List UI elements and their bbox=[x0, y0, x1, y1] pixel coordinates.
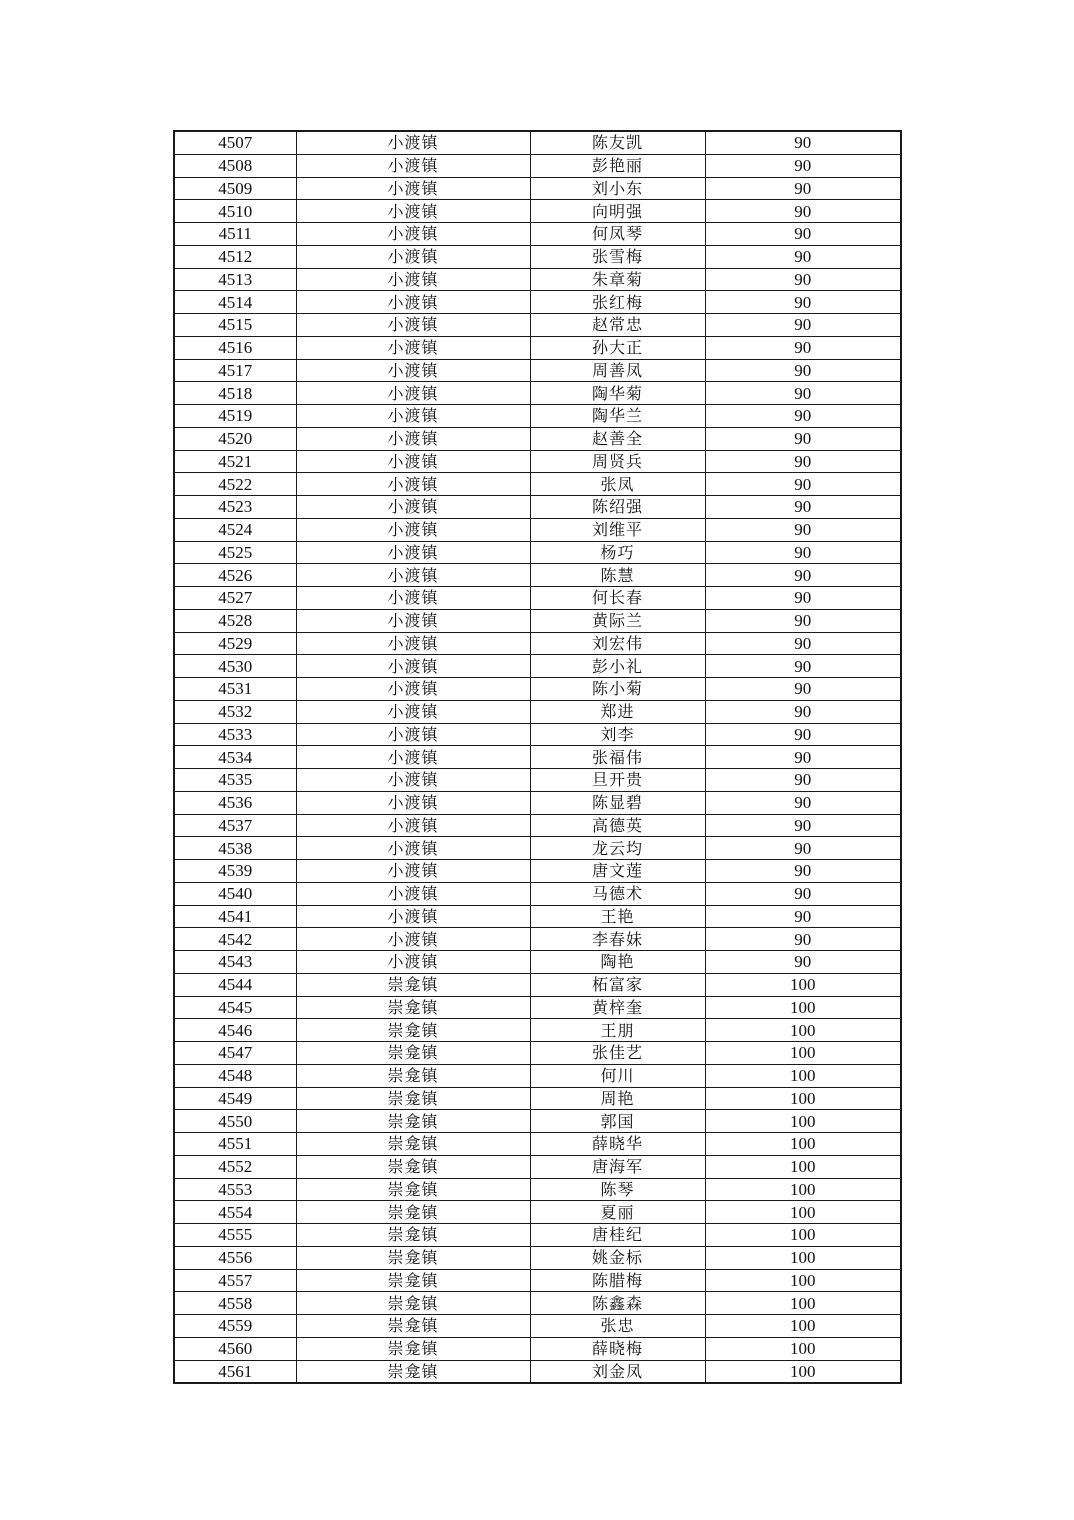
table-row bbox=[174, 1178, 901, 1201]
row-number-cell: 4537 bbox=[174, 814, 296, 837]
amount-cell: 100 bbox=[705, 1133, 901, 1156]
town-cell: 小渡镇 bbox=[296, 951, 530, 974]
person-name-cell: 陈慧 bbox=[530, 564, 705, 587]
person-name-cell: 张凤 bbox=[530, 473, 705, 496]
person-name-cell: 周善凤 bbox=[530, 359, 705, 382]
amount-cell: 90 bbox=[705, 450, 901, 473]
table-row bbox=[174, 268, 901, 291]
person-name-cell: 张忠 bbox=[530, 1315, 705, 1338]
person-name-cell: 旦开贵 bbox=[530, 769, 705, 792]
table-row bbox=[174, 973, 901, 996]
amount-cell: 100 bbox=[705, 1042, 901, 1065]
row-number-cell: 4541 bbox=[174, 905, 296, 928]
table-row bbox=[174, 291, 901, 314]
town-cell: 小渡镇 bbox=[296, 200, 530, 223]
amount-cell: 90 bbox=[705, 587, 901, 610]
table-row bbox=[174, 564, 901, 587]
town-cell: 小渡镇 bbox=[296, 405, 530, 428]
town-cell: 崇龛镇 bbox=[296, 1087, 530, 1110]
town-cell: 崇龛镇 bbox=[296, 1292, 530, 1315]
person-name-cell: 唐桂纪 bbox=[530, 1224, 705, 1247]
row-number-cell: 4517 bbox=[174, 359, 296, 382]
row-number-cell: 4533 bbox=[174, 723, 296, 746]
town-cell: 小渡镇 bbox=[296, 518, 530, 541]
town-cell: 小渡镇 bbox=[296, 905, 530, 928]
town-cell: 小渡镇 bbox=[296, 336, 530, 359]
row-number-cell: 4512 bbox=[174, 245, 296, 268]
row-number-cell: 4555 bbox=[174, 1224, 296, 1247]
amount-cell: 100 bbox=[705, 1269, 901, 1292]
amount-cell: 90 bbox=[705, 746, 901, 769]
town-cell: 小渡镇 bbox=[296, 587, 530, 610]
row-number-cell: 4524 bbox=[174, 518, 296, 541]
town-cell: 崇龛镇 bbox=[296, 1133, 530, 1156]
town-cell: 崇龛镇 bbox=[296, 1042, 530, 1065]
row-number-cell: 4543 bbox=[174, 951, 296, 974]
amount-cell: 100 bbox=[705, 1201, 901, 1224]
amount-cell: 100 bbox=[705, 973, 901, 996]
person-name-cell: 何凤琴 bbox=[530, 223, 705, 246]
town-cell: 崇龛镇 bbox=[296, 1337, 530, 1360]
table-row bbox=[174, 723, 901, 746]
row-number-cell: 4536 bbox=[174, 791, 296, 814]
amount-cell: 90 bbox=[705, 473, 901, 496]
table-row bbox=[174, 951, 901, 974]
town-cell: 小渡镇 bbox=[296, 291, 530, 314]
table-row bbox=[174, 928, 901, 951]
person-name-cell: 陈琴 bbox=[530, 1178, 705, 1201]
row-number-cell: 4529 bbox=[174, 632, 296, 655]
person-name-cell: 黄梓奎 bbox=[530, 996, 705, 1019]
amount-cell: 90 bbox=[705, 769, 901, 792]
table-row bbox=[174, 1246, 901, 1269]
amount-cell: 100 bbox=[705, 1178, 901, 1201]
person-name-cell: 刘李 bbox=[530, 723, 705, 746]
town-cell: 小渡镇 bbox=[296, 791, 530, 814]
town-cell: 崇龛镇 bbox=[296, 1246, 530, 1269]
person-name-cell: 彭艳丽 bbox=[530, 154, 705, 177]
person-name-cell: 刘金凤 bbox=[530, 1360, 705, 1383]
town-cell: 小渡镇 bbox=[296, 723, 530, 746]
row-number-cell: 4546 bbox=[174, 1019, 296, 1042]
person-name-cell: 黄际兰 bbox=[530, 609, 705, 632]
table-body bbox=[174, 131, 901, 1383]
amount-cell: 90 bbox=[705, 382, 901, 405]
person-name-cell: 陈鑫森 bbox=[530, 1292, 705, 1315]
row-number-cell: 4510 bbox=[174, 200, 296, 223]
town-cell: 小渡镇 bbox=[296, 814, 530, 837]
table-row bbox=[174, 905, 901, 928]
table-row bbox=[174, 518, 901, 541]
row-number-cell: 4538 bbox=[174, 837, 296, 860]
table-row bbox=[174, 1224, 901, 1247]
amount-cell: 90 bbox=[705, 632, 901, 655]
person-name-cell: 赵常忠 bbox=[530, 314, 705, 337]
amount-cell: 100 bbox=[705, 1315, 901, 1338]
town-cell: 崇龛镇 bbox=[296, 1224, 530, 1247]
person-name-cell: 王艳 bbox=[530, 905, 705, 928]
row-number-cell: 4552 bbox=[174, 1155, 296, 1178]
table-row bbox=[174, 1042, 901, 1065]
table-row bbox=[174, 1110, 901, 1133]
amount-cell: 100 bbox=[705, 1224, 901, 1247]
town-cell: 小渡镇 bbox=[296, 450, 530, 473]
row-number-cell: 4519 bbox=[174, 405, 296, 428]
town-cell: 小渡镇 bbox=[296, 632, 530, 655]
town-cell: 小渡镇 bbox=[296, 427, 530, 450]
table-row bbox=[174, 860, 901, 883]
town-cell: 崇龛镇 bbox=[296, 1155, 530, 1178]
row-number-cell: 4513 bbox=[174, 268, 296, 291]
table-row bbox=[174, 769, 901, 792]
town-cell: 小渡镇 bbox=[296, 882, 530, 905]
person-name-cell: 周艳 bbox=[530, 1087, 705, 1110]
table-row bbox=[174, 1064, 901, 1087]
row-number-cell: 4561 bbox=[174, 1360, 296, 1383]
row-number-cell: 4539 bbox=[174, 860, 296, 883]
table-row bbox=[174, 450, 901, 473]
amount-cell: 90 bbox=[705, 951, 901, 974]
person-name-cell: 柘富家 bbox=[530, 973, 705, 996]
town-cell: 崇龛镇 bbox=[296, 1110, 530, 1133]
amount-cell: 90 bbox=[705, 131, 901, 154]
amount-cell: 100 bbox=[705, 1246, 901, 1269]
table-row bbox=[174, 791, 901, 814]
row-number-cell: 4547 bbox=[174, 1042, 296, 1065]
town-cell: 小渡镇 bbox=[296, 655, 530, 678]
town-cell: 小渡镇 bbox=[296, 700, 530, 723]
person-name-cell: 向明强 bbox=[530, 200, 705, 223]
person-name-cell: 刘小东 bbox=[530, 177, 705, 200]
town-cell: 小渡镇 bbox=[296, 541, 530, 564]
amount-cell: 90 bbox=[705, 814, 901, 837]
table-row bbox=[174, 609, 901, 632]
row-number-cell: 4528 bbox=[174, 609, 296, 632]
town-cell: 小渡镇 bbox=[296, 223, 530, 246]
table-row bbox=[174, 1315, 901, 1338]
row-number-cell: 4551 bbox=[174, 1133, 296, 1156]
amount-cell: 90 bbox=[705, 609, 901, 632]
amount-cell: 90 bbox=[705, 700, 901, 723]
table-row bbox=[174, 541, 901, 564]
amount-cell: 90 bbox=[705, 314, 901, 337]
data-table bbox=[173, 130, 902, 1384]
town-cell: 小渡镇 bbox=[296, 609, 530, 632]
town-cell: 小渡镇 bbox=[296, 177, 530, 200]
person-name-cell: 何长春 bbox=[530, 587, 705, 610]
person-name-cell: 薛晓梅 bbox=[530, 1337, 705, 1360]
row-number-cell: 4515 bbox=[174, 314, 296, 337]
amount-cell: 90 bbox=[705, 200, 901, 223]
row-number-cell: 4522 bbox=[174, 473, 296, 496]
row-number-cell: 4520 bbox=[174, 427, 296, 450]
person-name-cell: 朱章菊 bbox=[530, 268, 705, 291]
table-row bbox=[174, 314, 901, 337]
table-row bbox=[174, 245, 901, 268]
table-row bbox=[174, 655, 901, 678]
row-number-cell: 4523 bbox=[174, 496, 296, 519]
row-number-cell: 4507 bbox=[174, 131, 296, 154]
row-number-cell: 4516 bbox=[174, 336, 296, 359]
table-row bbox=[174, 700, 901, 723]
town-cell: 小渡镇 bbox=[296, 928, 530, 951]
person-name-cell: 张红梅 bbox=[530, 291, 705, 314]
table-row bbox=[174, 837, 901, 860]
town-cell: 小渡镇 bbox=[296, 131, 530, 154]
amount-cell: 90 bbox=[705, 564, 901, 587]
amount-cell: 100 bbox=[705, 1360, 901, 1383]
table-row bbox=[174, 496, 901, 519]
town-cell: 小渡镇 bbox=[296, 359, 530, 382]
town-cell: 小渡镇 bbox=[296, 473, 530, 496]
person-name-cell: 唐文莲 bbox=[530, 860, 705, 883]
town-cell: 小渡镇 bbox=[296, 314, 530, 337]
person-name-cell: 李春妹 bbox=[530, 928, 705, 951]
row-number-cell: 4558 bbox=[174, 1292, 296, 1315]
table-row bbox=[174, 1201, 901, 1224]
amount-cell: 100 bbox=[705, 1337, 901, 1360]
row-number-cell: 4508 bbox=[174, 154, 296, 177]
table-row bbox=[174, 1133, 901, 1156]
table-row bbox=[174, 336, 901, 359]
person-name-cell: 郑进 bbox=[530, 700, 705, 723]
town-cell: 小渡镇 bbox=[296, 678, 530, 701]
amount-cell: 90 bbox=[705, 427, 901, 450]
town-cell: 崇龛镇 bbox=[296, 1269, 530, 1292]
table-row bbox=[174, 1269, 901, 1292]
town-cell: 小渡镇 bbox=[296, 746, 530, 769]
town-cell: 小渡镇 bbox=[296, 382, 530, 405]
amount-cell: 100 bbox=[705, 1019, 901, 1042]
row-number-cell: 4544 bbox=[174, 973, 296, 996]
amount-cell: 90 bbox=[705, 177, 901, 200]
row-number-cell: 4556 bbox=[174, 1246, 296, 1269]
row-number-cell: 4549 bbox=[174, 1087, 296, 1110]
table-row bbox=[174, 177, 901, 200]
row-number-cell: 4542 bbox=[174, 928, 296, 951]
row-number-cell: 4518 bbox=[174, 382, 296, 405]
person-name-cell: 龙云均 bbox=[530, 837, 705, 860]
person-name-cell: 孙大正 bbox=[530, 336, 705, 359]
row-number-cell: 4557 bbox=[174, 1269, 296, 1292]
amount-cell: 90 bbox=[705, 541, 901, 564]
person-name-cell: 张佳艺 bbox=[530, 1042, 705, 1065]
table-row bbox=[174, 382, 901, 405]
town-cell: 崇龛镇 bbox=[296, 1019, 530, 1042]
amount-cell: 90 bbox=[705, 860, 901, 883]
row-number-cell: 4550 bbox=[174, 1110, 296, 1133]
table-row bbox=[174, 427, 901, 450]
amount-cell: 90 bbox=[705, 905, 901, 928]
table-row bbox=[174, 587, 901, 610]
town-cell: 崇龛镇 bbox=[296, 973, 530, 996]
person-name-cell: 王朋 bbox=[530, 1019, 705, 1042]
row-number-cell: 4553 bbox=[174, 1178, 296, 1201]
person-name-cell: 彭小礼 bbox=[530, 655, 705, 678]
person-name-cell: 何川 bbox=[530, 1064, 705, 1087]
row-number-cell: 4548 bbox=[174, 1064, 296, 1087]
person-name-cell: 陈友凯 bbox=[530, 131, 705, 154]
amount-cell: 90 bbox=[705, 678, 901, 701]
row-number-cell: 4532 bbox=[174, 700, 296, 723]
town-cell: 小渡镇 bbox=[296, 245, 530, 268]
row-number-cell: 4531 bbox=[174, 678, 296, 701]
person-name-cell: 陶艳 bbox=[530, 951, 705, 974]
amount-cell: 90 bbox=[705, 837, 901, 860]
amount-cell: 100 bbox=[705, 996, 901, 1019]
person-name-cell: 马德术 bbox=[530, 882, 705, 905]
person-name-cell: 刘维平 bbox=[530, 518, 705, 541]
row-number-cell: 4559 bbox=[174, 1315, 296, 1338]
amount-cell: 90 bbox=[705, 405, 901, 428]
row-number-cell: 4525 bbox=[174, 541, 296, 564]
table-row bbox=[174, 154, 901, 177]
table-row bbox=[174, 223, 901, 246]
person-name-cell: 刘宏伟 bbox=[530, 632, 705, 655]
row-number-cell: 4514 bbox=[174, 291, 296, 314]
town-cell: 小渡镇 bbox=[296, 154, 530, 177]
amount-cell: 90 bbox=[705, 336, 901, 359]
amount-cell: 90 bbox=[705, 291, 901, 314]
amount-cell: 90 bbox=[705, 268, 901, 291]
amount-cell: 90 bbox=[705, 359, 901, 382]
town-cell: 小渡镇 bbox=[296, 769, 530, 792]
table-row bbox=[174, 473, 901, 496]
person-name-cell: 姚金标 bbox=[530, 1246, 705, 1269]
person-name-cell: 周贤兵 bbox=[530, 450, 705, 473]
person-name-cell: 陈绍强 bbox=[530, 496, 705, 519]
table-row bbox=[174, 814, 901, 837]
person-name-cell: 陈小菊 bbox=[530, 678, 705, 701]
row-number-cell: 4521 bbox=[174, 450, 296, 473]
amount-cell: 100 bbox=[705, 1155, 901, 1178]
amount-cell: 100 bbox=[705, 1292, 901, 1315]
town-cell: 崇龛镇 bbox=[296, 996, 530, 1019]
amount-cell: 90 bbox=[705, 154, 901, 177]
row-number-cell: 4527 bbox=[174, 587, 296, 610]
amount-cell: 100 bbox=[705, 1064, 901, 1087]
row-number-cell: 4554 bbox=[174, 1201, 296, 1224]
town-cell: 小渡镇 bbox=[296, 860, 530, 883]
town-cell: 小渡镇 bbox=[296, 837, 530, 860]
amount-cell: 90 bbox=[705, 928, 901, 951]
amount-cell: 90 bbox=[705, 655, 901, 678]
row-number-cell: 4509 bbox=[174, 177, 296, 200]
table-row bbox=[174, 1360, 901, 1383]
town-cell: 崇龛镇 bbox=[296, 1360, 530, 1383]
table-row bbox=[174, 678, 901, 701]
person-name-cell: 夏丽 bbox=[530, 1201, 705, 1224]
table-row bbox=[174, 746, 901, 769]
row-number-cell: 4526 bbox=[174, 564, 296, 587]
person-name-cell: 张福伟 bbox=[530, 746, 705, 769]
table-row bbox=[174, 1155, 901, 1178]
table-row bbox=[174, 1337, 901, 1360]
amount-cell: 90 bbox=[705, 791, 901, 814]
amount-cell: 90 bbox=[705, 518, 901, 541]
person-name-cell: 张雪梅 bbox=[530, 245, 705, 268]
row-number-cell: 4540 bbox=[174, 882, 296, 905]
row-number-cell: 4545 bbox=[174, 996, 296, 1019]
row-number-cell: 4534 bbox=[174, 746, 296, 769]
person-name-cell: 陶华兰 bbox=[530, 405, 705, 428]
table-row bbox=[174, 405, 901, 428]
row-number-cell: 4530 bbox=[174, 655, 296, 678]
amount-cell: 90 bbox=[705, 496, 901, 519]
town-cell: 小渡镇 bbox=[296, 564, 530, 587]
town-cell: 小渡镇 bbox=[296, 268, 530, 291]
town-cell: 崇龛镇 bbox=[296, 1064, 530, 1087]
town-cell: 崇龛镇 bbox=[296, 1178, 530, 1201]
amount-cell: 90 bbox=[705, 245, 901, 268]
row-number-cell: 4511 bbox=[174, 223, 296, 246]
person-name-cell: 高德英 bbox=[530, 814, 705, 837]
person-name-cell: 陶华菊 bbox=[530, 382, 705, 405]
amount-cell: 90 bbox=[705, 723, 901, 746]
amount-cell: 90 bbox=[705, 223, 901, 246]
person-name-cell: 陈显碧 bbox=[530, 791, 705, 814]
person-name-cell: 杨巧 bbox=[530, 541, 705, 564]
town-cell: 崇龛镇 bbox=[296, 1315, 530, 1338]
person-name-cell: 唐海军 bbox=[530, 1155, 705, 1178]
person-name-cell: 薛晓华 bbox=[530, 1133, 705, 1156]
table-row bbox=[174, 1019, 901, 1042]
row-number-cell: 4535 bbox=[174, 769, 296, 792]
town-cell: 小渡镇 bbox=[296, 496, 530, 519]
table-row bbox=[174, 996, 901, 1019]
table-row bbox=[174, 200, 901, 223]
amount-cell: 100 bbox=[705, 1087, 901, 1110]
person-name-cell: 赵善全 bbox=[530, 427, 705, 450]
table-row bbox=[174, 882, 901, 905]
amount-cell: 90 bbox=[705, 882, 901, 905]
table-row bbox=[174, 359, 901, 382]
person-name-cell: 郭国 bbox=[530, 1110, 705, 1133]
table-row bbox=[174, 1292, 901, 1315]
amount-cell: 100 bbox=[705, 1110, 901, 1133]
table-row bbox=[174, 1087, 901, 1110]
table-row bbox=[174, 632, 901, 655]
table-row bbox=[174, 131, 901, 154]
town-cell: 崇龛镇 bbox=[296, 1201, 530, 1224]
row-number-cell: 4560 bbox=[174, 1337, 296, 1360]
person-name-cell: 陈腊梅 bbox=[530, 1269, 705, 1292]
